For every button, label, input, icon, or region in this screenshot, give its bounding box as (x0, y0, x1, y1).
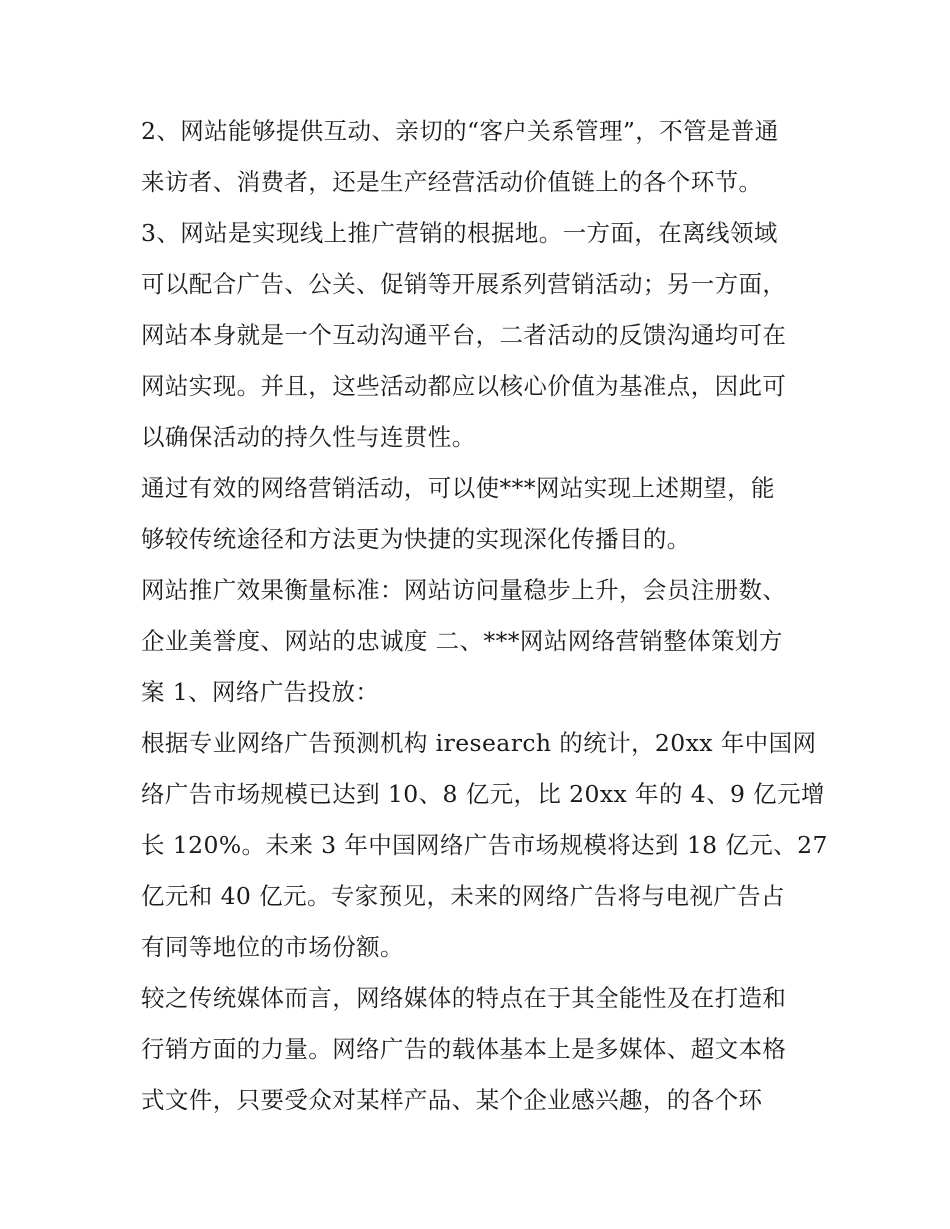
text-line-18: 较之传统媒体而言，网络媒体的特点在于其全能性及在打造和 (141, 984, 787, 1012)
text-line-3: 3、网站是实现线上推广营销的根据地。一方面，在离线领域 (141, 219, 778, 247)
text-line-6: 网站实现。并且，这些活动都应以核心价值为基准点，因此可 (141, 372, 787, 400)
text-line-1: 2、网站能够提供互动、亲切的“客户关系管理”，不管是普通 (141, 117, 779, 145)
text-line-19: 行销方面的力量。网络广告的载体基本上是多媒体、超文本格 (141, 1035, 787, 1063)
text-line-4: 可以配合广告、公关、促销等开展系列营销活动；另一方面， (141, 270, 787, 298)
text-line-7: 以确保活动的持久性与连贯性。 (141, 423, 476, 451)
document-body (141, 106, 828, 1126)
text-line-14: 络广告市场规模已达到 10、8 亿元，比 20xx 年的 4、9 亿元增 (141, 780, 825, 808)
text-line-13: 根据专业网络广告预测机构 iresearch 的统计，20xx 年中国网 (141, 729, 817, 757)
text-line-5: 网站本身就是一个互动沟通平台，二者活动的反馈沟通均可在 (141, 321, 787, 349)
text-line-16: 亿元和 40 亿元。专家预见，未来的网络广告将与电视广告占 (141, 882, 785, 910)
text-line-8: 通过有效的网络营销活动，可以使***网站实现上述期望，能 (141, 474, 775, 502)
text-line-11: 企业美誉度、网站的忠诚度 二、***网站网络营销整体策划方 (141, 627, 783, 655)
text-line-17: 有同等地位的市场份额。 (141, 933, 404, 961)
text-line-2: 来访者、消费者，还是生产经营活动价值链上的各个环节。 (141, 168, 763, 196)
text-line-9: 够较传统途径和方法更为快捷的实现深化传播目的。 (141, 525, 691, 553)
text-line-12: 案 1、网络广告投放： (141, 678, 380, 706)
text-line-15: 长 120%。未来 3 年中国网络广告市场规模将达到 18 亿元、27 (141, 831, 828, 859)
text-line-20: 式文件，只要受众对某样产品、某个企业感兴趣，的各个环 (141, 1086, 763, 1114)
text-line-10: 网站推广效果衡量标准：网站访问量稳步上升，会员注册数、 (141, 576, 787, 604)
